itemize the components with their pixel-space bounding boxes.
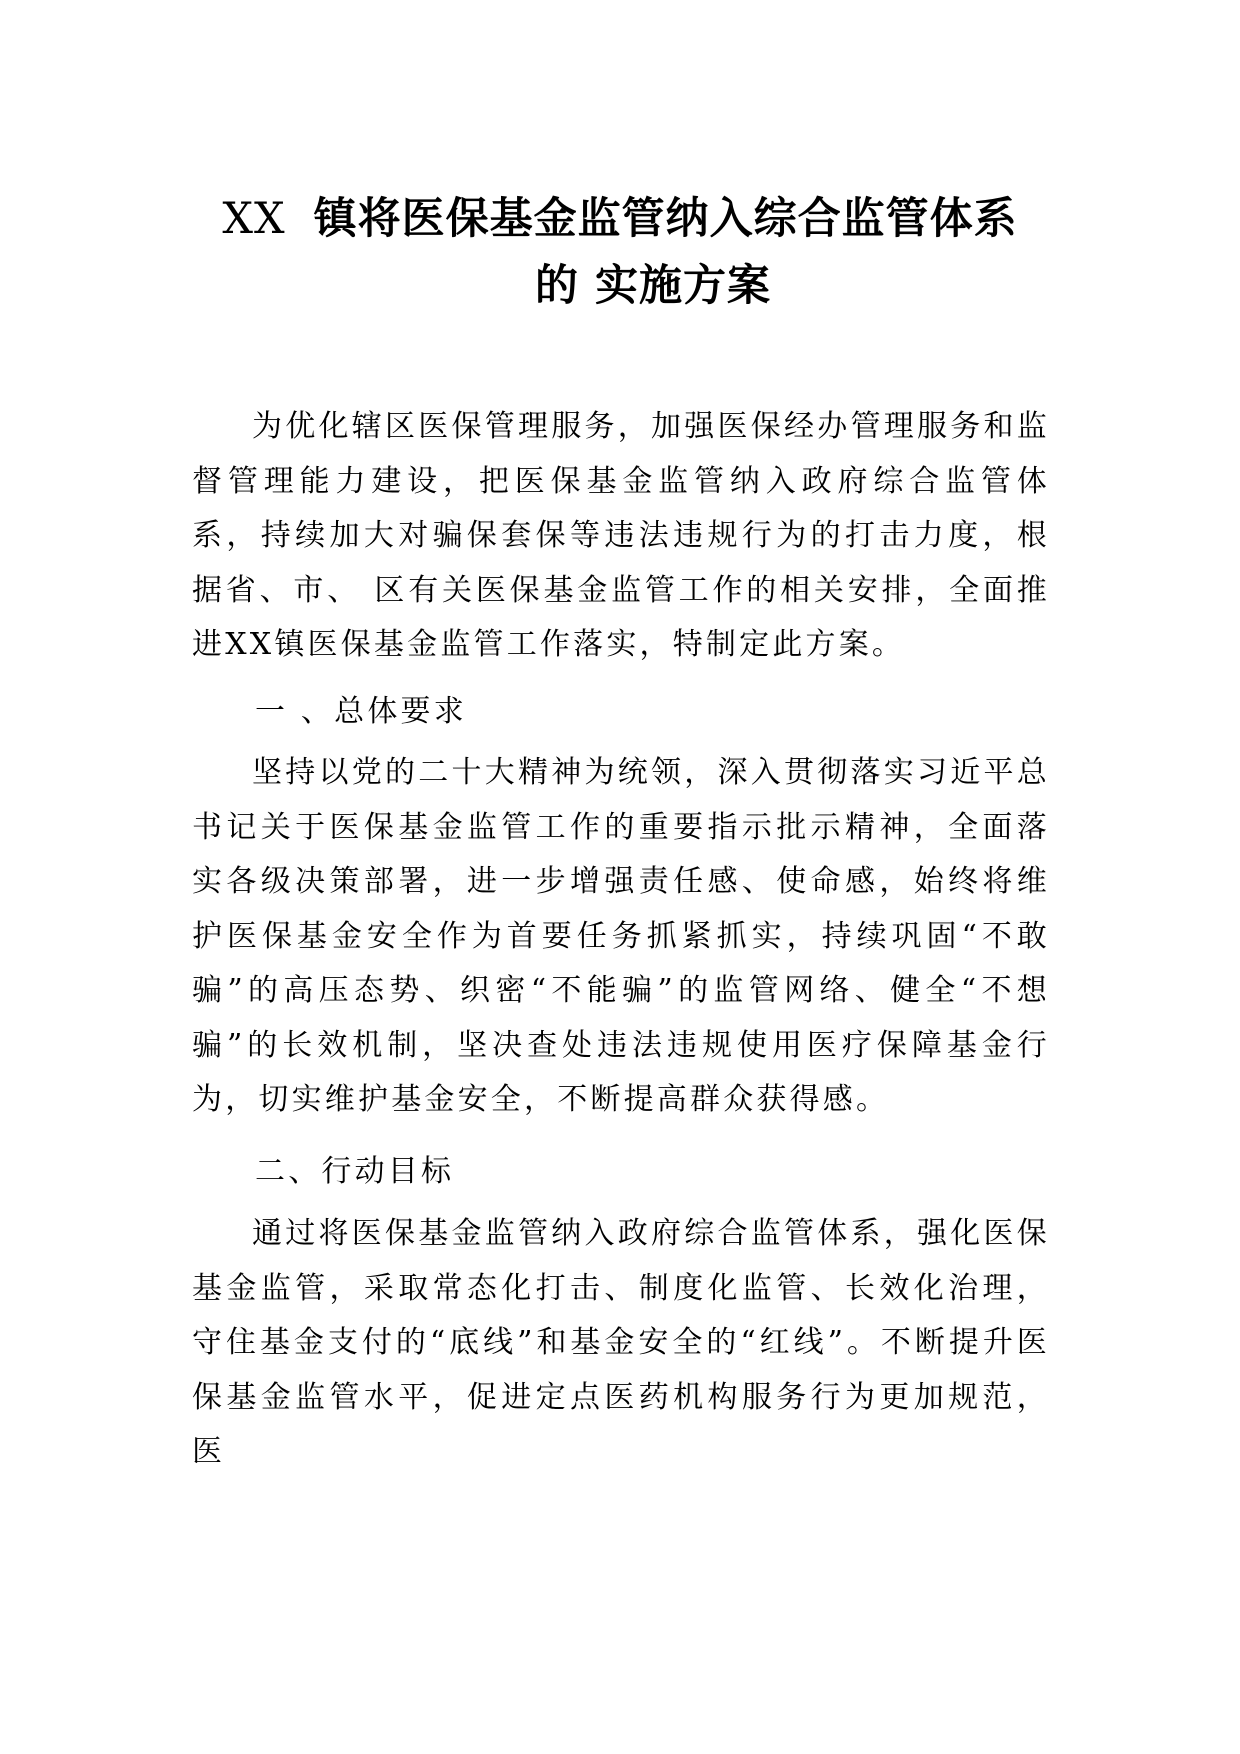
document-title-line2: 的 实施方案 (535, 261, 771, 311)
section1-paragraph: 坚持以党的二十大精神为统领，深入贯彻落实习近平总书记关于医保基金监管工作的重要指示批示精神，全面落实各级决策部署，进一步增强责任感、使命感，始终将维护医保基金安全作为首要任务抓紧抓实，持续巩固“不敢骗”的高压态势、织密“不能骗”的监管网络、健全“不想骗”的长效机制，坚决查处违法违规使用医疗保障基金行为，切实维护基金安全，不断提高群众获得感。 (192, 755, 1050, 1117)
intro-paragraph: 为优化辖区医保管理服务，加强医保经办管理服务和监督管理能力建设，把医保基金监管纳入政府综合监管体系，持续加大对骗保套保等违法违规行为的打击力度，根据省、市、 区有关医保基金监管工作的相关安排，全面推进XX镇医保基金监管工作落实，特制定此方案。 (192, 409, 1050, 662)
section2-heading: 二、行动目标 (255, 1154, 455, 1189)
title-main: 镇将医保基金监管纳入综合监管体系 (313, 194, 1018, 244)
section2-paragraph: 通过将医保基金监管纳入政府综合监管体系，强化医保基金监管，采取常态化打击、制度化监管、长效化治理，守住基金支付的“底线”和基金安全的“红线”。不断提升医保基金监管水平，促进定点医药机构服务行为更加规范，医 (192, 1216, 1050, 1469)
title-prefix: XX (222, 194, 286, 244)
section1-heading: 一 、总体要求 (255, 694, 467, 729)
document-title-line1 (150, 185, 1090, 246)
